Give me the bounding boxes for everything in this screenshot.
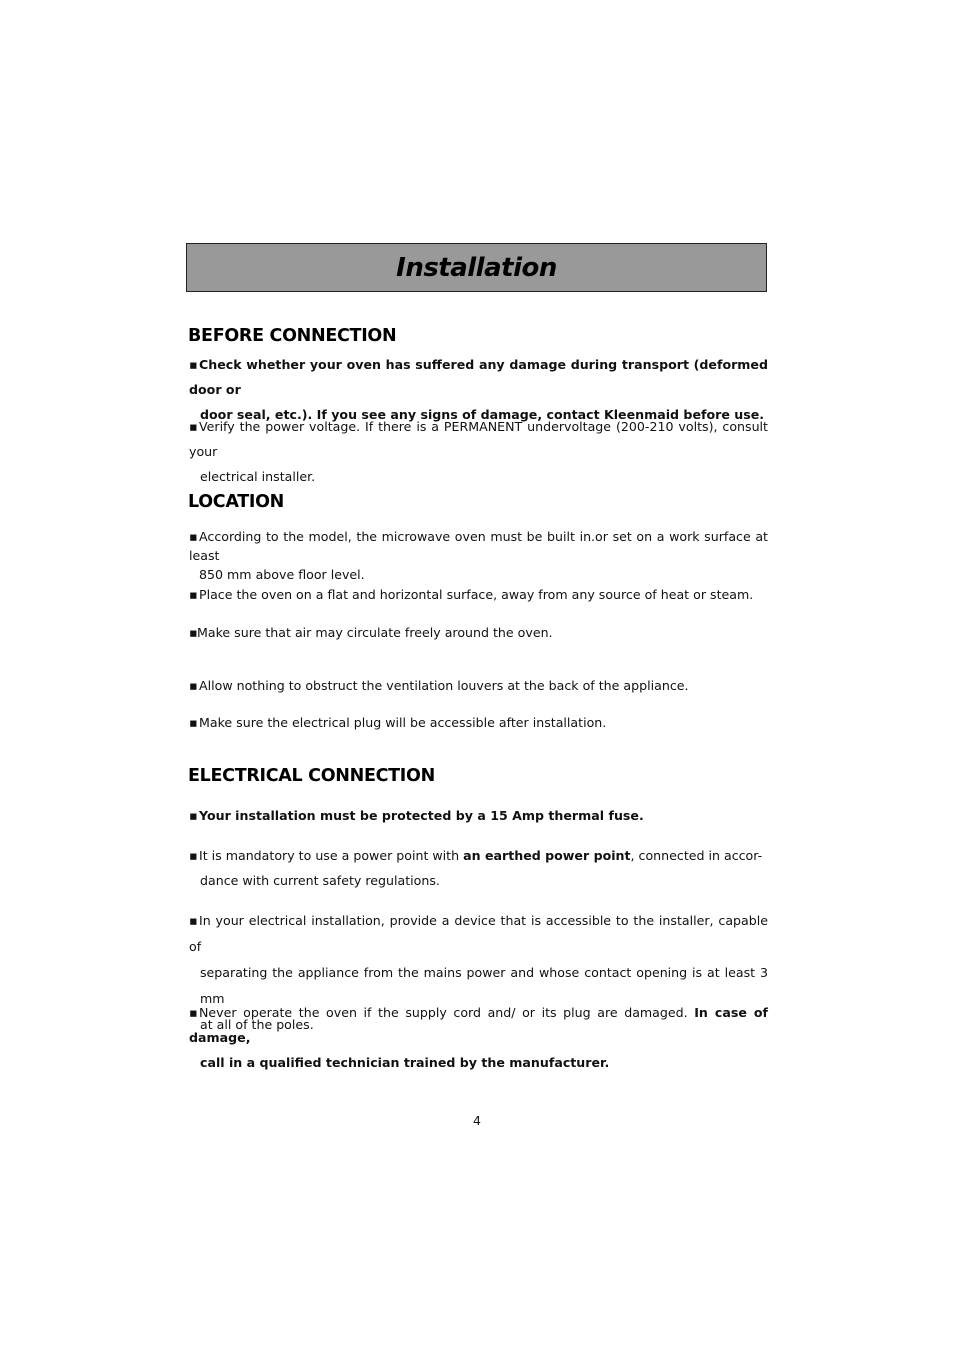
- bullet-icon: ▪: [189, 808, 198, 823]
- bullet-icon: ▪: [189, 678, 198, 693]
- heading-electrical-connection: ELECTRICAL CONNECTION: [188, 766, 435, 786]
- before-item-2: ▪Verify the power voltage. If there is a PERMANENT undervoltage (200-210 volts), consult your electrical installer.: [189, 414, 768, 489]
- before-item-1: ▪Check whether your oven has suffered any damage during transport (deformed door or door seal, etc.). If you see any signs of damage, contact Kleenmaid before use.: [189, 352, 768, 427]
- bullet-icon: ▪: [189, 715, 198, 730]
- heading-before-connection: BEFORE CONNECTION: [188, 326, 397, 346]
- location-item-2: ▪Place the oven on a flat and horizontal surface, away from any source of heat or steam.: [189, 582, 768, 607]
- electrical-item-3: ▪In your electrical installation, provide a device that is accessible to the installer, capable of separating the appliance from the mains power and whose contact opening is at least 3 mm at all of the poles.: [189, 908, 768, 1038]
- bullet-icon: ▪: [189, 419, 198, 434]
- title-banner: [186, 243, 767, 292]
- location-item-5: ▪Make sure the electrical plug will be accessible after installation.: [189, 710, 768, 735]
- bullet-icon: ▪: [189, 913, 198, 928]
- bullet-icon: ▪: [189, 357, 198, 372]
- page-number: 4: [473, 1113, 481, 1128]
- location-item-3: ▪Make sure that air may circulate freely around the oven.: [189, 620, 768, 645]
- electrical-item-4: ▪Never operate the oven if the supply cord and/ or its plug are damaged. In case of damage, call in a qualified technician trained by the manufacturer.: [189, 1000, 768, 1075]
- electrical-item-2: ▪It is mandatory to use a power point with an earthed power point, connected in accor- dance with current safety regulations.: [189, 843, 768, 893]
- bullet-icon: ▪: [189, 848, 198, 863]
- bullet-icon: ▪: [189, 1005, 198, 1020]
- bullet-icon: ▪: [189, 529, 198, 544]
- electrical-item-1: ▪Your installation must be protected by a 15 Amp thermal fuse.: [189, 803, 768, 828]
- bullet-icon: ▪: [189, 625, 198, 640]
- bullet-icon: ▪: [189, 587, 198, 602]
- location-item-4: ▪Allow nothing to obstruct the ventilation louvers at the back of the appliance.: [189, 673, 768, 698]
- location-item-1: ▪According to the model, the microwave oven must be built in.or set on a work surface at least 850 mm above floor level.: [189, 529, 768, 582]
- page-title: Installation: [396, 252, 557, 283]
- heading-location: LOCATION: [188, 492, 285, 512]
